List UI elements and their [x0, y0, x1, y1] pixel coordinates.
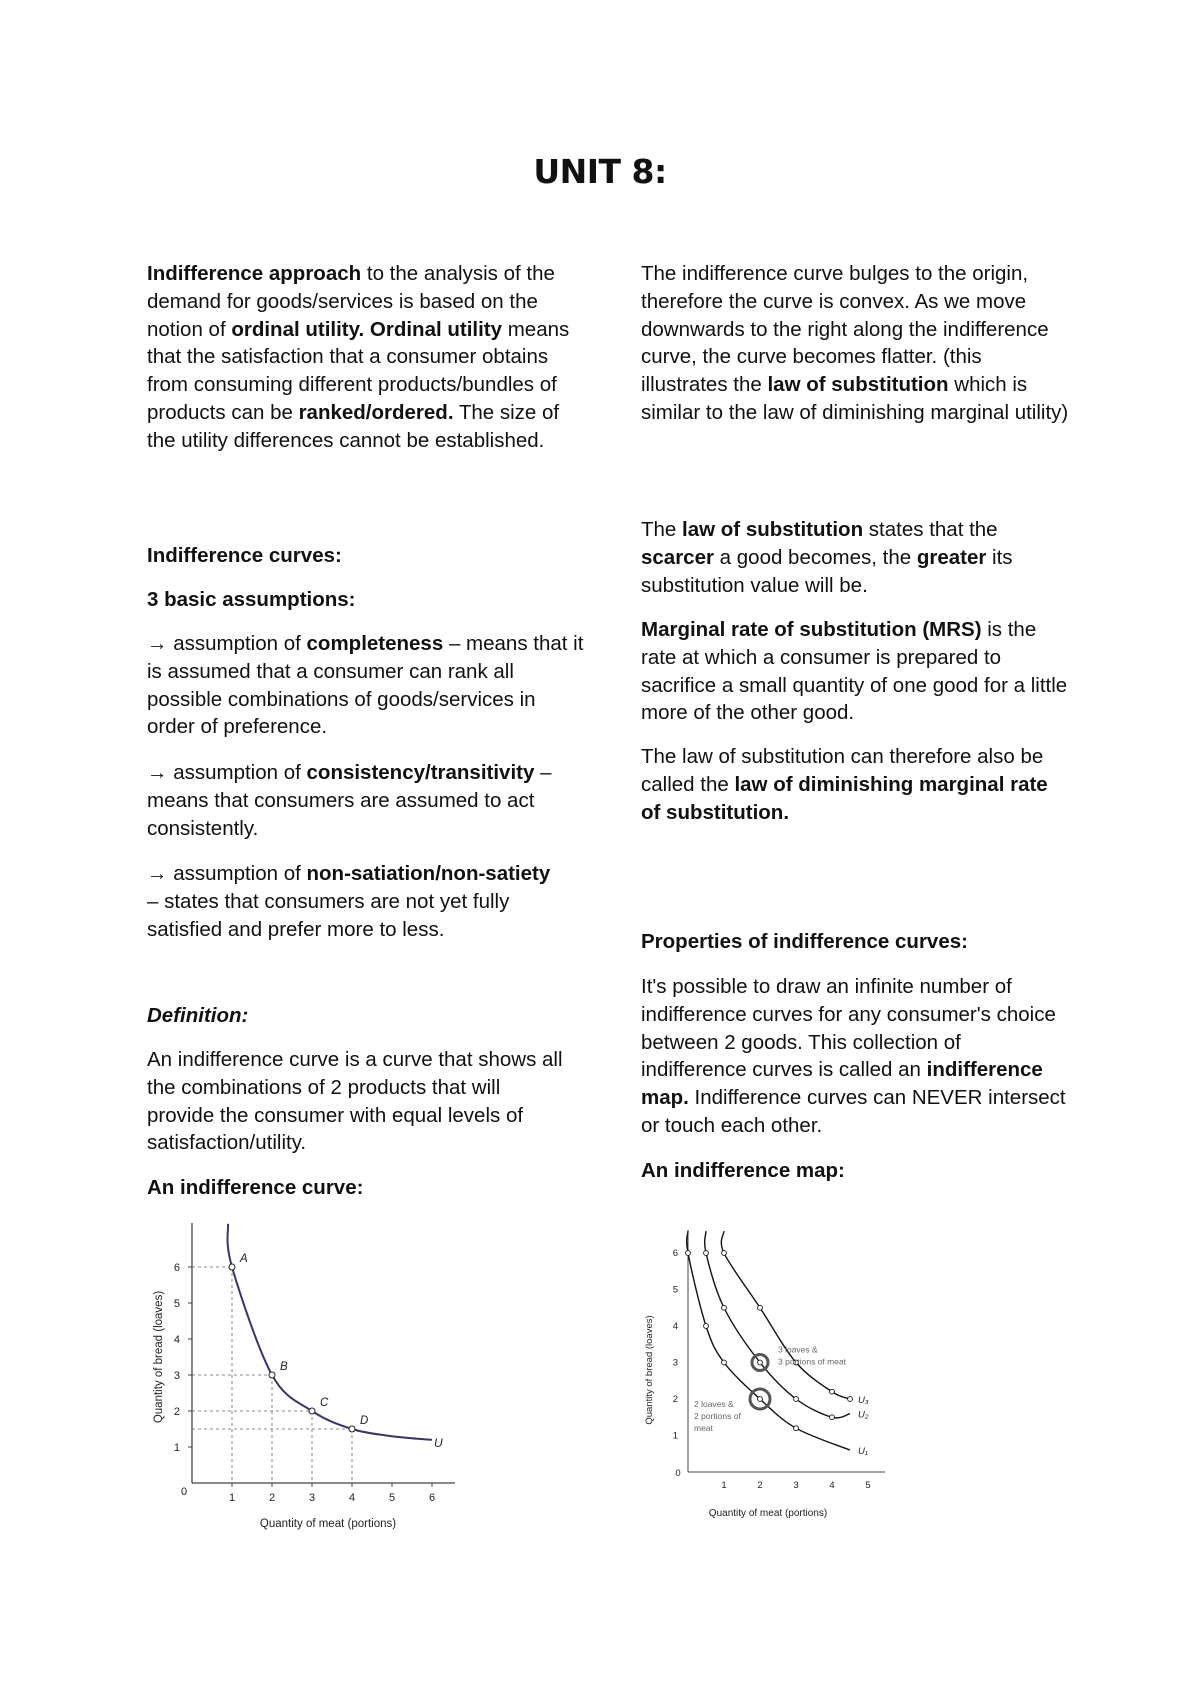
indifference-map-figure-heading: An indifference map:	[641, 1159, 845, 1182]
y-tick-label: 5	[672, 1284, 678, 1296]
indifference-curves-heading: Indifference curves:	[147, 544, 342, 567]
y-tick-label: 1	[173, 1442, 180, 1454]
curve-label-u: U	[434, 1436, 443, 1450]
x-tick-label: 4	[829, 1480, 835, 1491]
y-tick-label: 2	[672, 1394, 678, 1405]
definition-text: An indifference curve is a curve that shows all the combinations of 2 products that will provide the consumer with equal levels of satisfaction/utility.	[147, 1048, 563, 1155]
curve-point	[722, 1251, 727, 1256]
assumption-non-satiation: → assumption of non-satiation/non-satiety – states that consumers are not yet fully satisfied and prefer more to less.	[147, 862, 551, 941]
y-axis-label: Quantity of bread (loaves)	[644, 1315, 655, 1425]
curve-point	[722, 1360, 727, 1365]
x-tick-label: 2	[268, 1492, 276, 1504]
y-tick-label: 4	[672, 1321, 678, 1332]
assumption-consistency: → assumption of consistency/transitivity – means that consumers are assumed to act consistently.	[147, 761, 552, 840]
curve-point	[794, 1426, 799, 1431]
indifference-curve-figure-heading: An indifference curve:	[147, 1176, 364, 1199]
curve-point	[704, 1251, 709, 1256]
point-label-c: C	[320, 1397, 329, 1409]
curve-point	[758, 1305, 763, 1310]
annotation-3-loaves: 3 loaves &	[778, 1344, 818, 1355]
annotation-2-loaves: 2 portions of	[694, 1411, 741, 1421]
y-tick-label: 5	[173, 1298, 180, 1310]
y-tick-label: 2	[173, 1406, 180, 1418]
x-axis-label: Quantity of meat (portions)	[259, 1518, 397, 1530]
curve-point	[704, 1324, 709, 1329]
properties-heading: Properties of indifference curves:	[641, 930, 968, 953]
term-indifference-approach: Indifference approach	[147, 262, 362, 285]
x-tick-label: 3	[308, 1492, 316, 1504]
curve-point	[830, 1389, 835, 1394]
curve-point	[758, 1397, 763, 1402]
curve-point	[848, 1397, 853, 1402]
indifference-curve-3	[721, 1231, 850, 1399]
curve-point	[830, 1415, 835, 1420]
curve-point	[794, 1397, 799, 1402]
indifference-map-chart	[640, 1220, 910, 1525]
x-tick-label: 1	[721, 1480, 727, 1491]
point-label-b: B	[280, 1361, 288, 1373]
indifference-curve-chart	[150, 1215, 480, 1535]
term-ranked-ordered: ranked/ordered.	[298, 400, 454, 424]
diminishing-mrs-paragraph: The law of substitution can therefore also be called the law of diminishing marginal rate of substitution.	[641, 745, 1048, 824]
definition-heading: Definition:	[147, 1004, 249, 1027]
curve-label: U₁	[858, 1446, 868, 1458]
point-b	[269, 1372, 275, 1378]
y-tick-label: 3	[173, 1370, 180, 1382]
curve-point	[758, 1360, 763, 1365]
point-label-d: D	[360, 1415, 369, 1427]
assumptions-heading: 3 basic assumptions:	[147, 588, 356, 611]
point-d	[349, 1426, 355, 1432]
x-tick-label: 5	[388, 1492, 396, 1504]
point-a	[229, 1264, 235, 1270]
annotation-2-loaves: meat	[694, 1423, 713, 1433]
y-tick-label: 1	[672, 1430, 678, 1442]
annotation-2-loaves: 2 loaves &	[694, 1399, 734, 1409]
indifference-curve-u	[228, 1224, 433, 1440]
assumption-completeness: → assumption of completeness – means that it is assumed that a consumer can rank all possible combinations of goods/services in order of preference.	[147, 632, 584, 739]
x-tick-label: 6	[428, 1492, 436, 1504]
x-axis-label: Quantity of meat (portions)	[708, 1508, 828, 1519]
y-tick-label: 6	[672, 1248, 678, 1259]
indifference-map-paragraph: It's possible to draw an infinite number of indifference curves for any consumer's choice between 2 goods. This collection of indifference curves is called an indifference map. Indifference curves can NEVER intersect or touch each other.	[641, 975, 1066, 1137]
convexity-paragraph: The indifference curve bulges to the origin, therefore the curve is convex. As we move downwards to the right along the indifference curve, the curve becomes flatter. (this illustrates the law of substitution which is similar to the law of diminishing marginal utility)	[641, 262, 1069, 424]
curve-point	[722, 1305, 727, 1310]
y-axis-label: Quantity of bread (loaves)	[153, 1290, 165, 1424]
point-label-a: A	[240, 1253, 248, 1265]
y-tick-label: 4	[173, 1334, 180, 1346]
x-tick-label: 2	[757, 1480, 763, 1491]
x-tick-label: 0	[180, 1486, 188, 1498]
x-tick-label: 5	[865, 1480, 871, 1491]
term-ordinal-utility: ordinal utility. Ordinal utility	[231, 317, 503, 341]
x-tick-label: 3	[793, 1480, 799, 1491]
y-tick-label: 6	[173, 1262, 180, 1274]
y-tick-label: 3	[672, 1357, 678, 1369]
curve-point	[686, 1251, 691, 1256]
curve-label: U₂	[858, 1409, 869, 1421]
left-intro-paragraph: Indifference approach to the analysis of the demand for goods/services is based on the notion of ordinal utility. Ordinal utility means that the satisfaction that a consumer obtains from consuming different products/bundles of products can be ranked/ordered. The size of the utility differences cannot be established.	[147, 262, 570, 452]
curve-label: U₃	[858, 1395, 869, 1406]
x-tick-label: 4	[348, 1492, 356, 1504]
point-c	[309, 1408, 315, 1414]
x-tick-label: 1	[228, 1492, 236, 1504]
x-tick-label: 0	[675, 1468, 681, 1479]
annotation-3-loaves: 3 portions of meat	[778, 1356, 847, 1367]
page-title: UNIT 8:	[533, 152, 667, 191]
law-of-substitution-paragraph: The law of substitution states that the scarcer a good becomes, the greater its substitution value will be.	[641, 518, 1013, 597]
mrs-paragraph: Marginal rate of substitution (MRS) is the rate at which a consumer is prepared to sacrifice a small quantity of one good for a little more of the other good.	[641, 618, 1068, 725]
